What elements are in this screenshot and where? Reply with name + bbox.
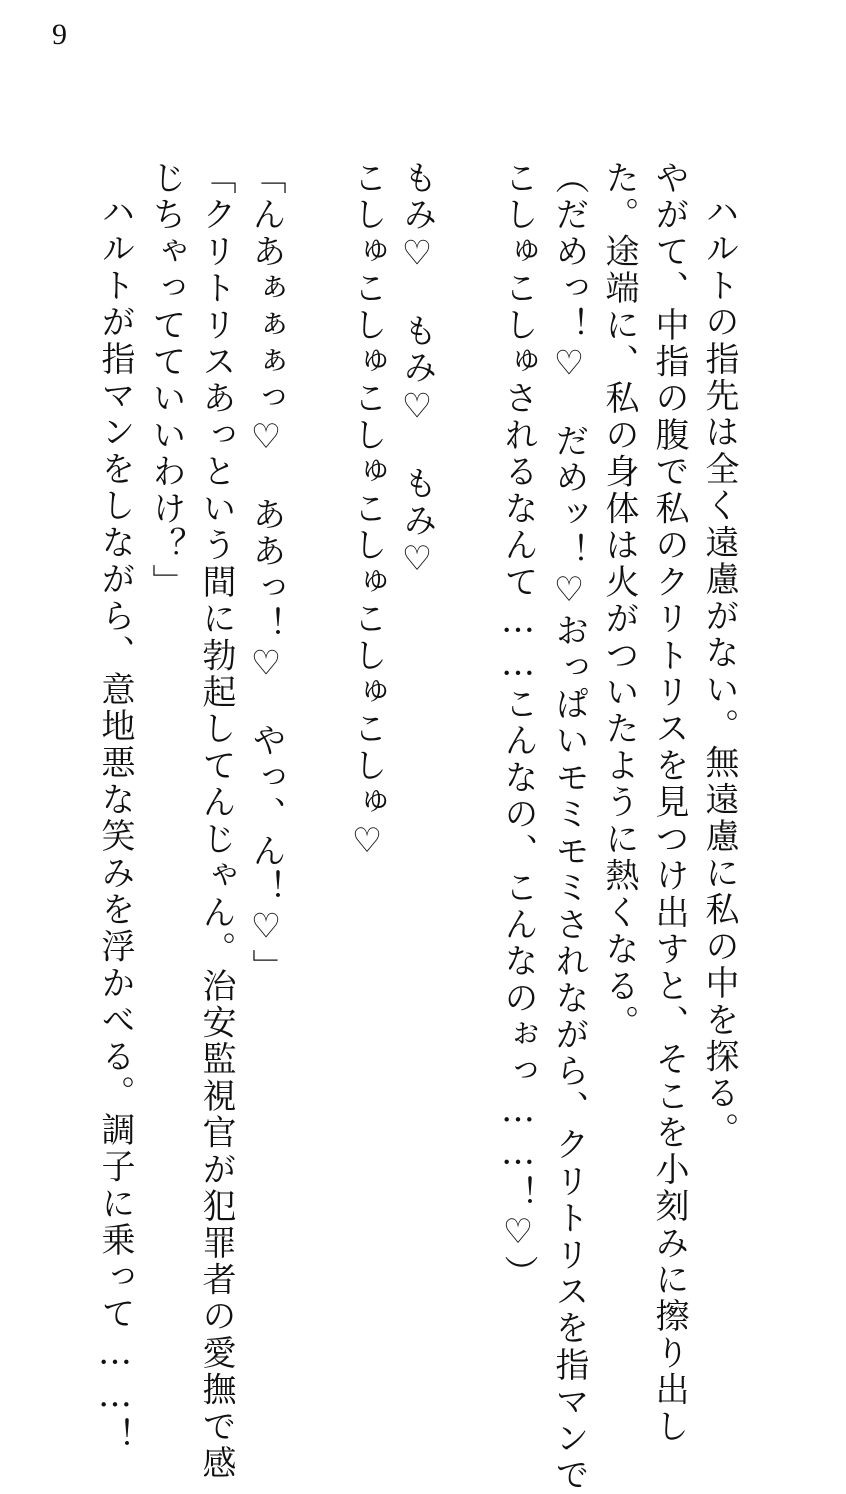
text-column-3: た。途端に、私の身体は火がついたように熱くなる。	[599, 160, 639, 1042]
text-column-2: やがて、中指の腹で私のクリトリスを見つけ出すと、そこを小刻みに擦り出し	[649, 160, 689, 1446]
text-column-11: 「クリトリスあっという間に勃起してんじゃん。治安監視官が犯罪者の愛撫で感	[196, 160, 236, 1482]
text-column-7: もみ♡ もみ♡ もみ♡	[397, 160, 437, 582]
text-column-8: こしゅこしゅこしゅこしゅこしゅこしゅ♡	[347, 160, 387, 864]
text-column-13: ハルトが指マンをしながら、意地悪な笑みを浮かべる。調子に乗って……！	[95, 194, 135, 1455]
text-column-4: （だめっ！♡ だめッ！♡おっぱいモミモミされながら、クリトリスを指マンで	[549, 160, 589, 1494]
text-column-5: こしゅこしゅされるなんて……こんなの、こんなのぉっ……！♡）	[498, 160, 538, 1292]
page-number: 9	[52, 18, 67, 51]
vertical-text-body	[95, 160, 739, 1494]
text-column-10: 「んあぁぁぁっ♡ ああっ！♡ やっ、ん！♡」	[246, 160, 286, 986]
text-column-1: ハルトの指先は全く遠慮がない。無遠慮に私の中を探る。	[699, 194, 739, 1149]
text-column-12: じちゃってていいわけ？」	[146, 160, 186, 601]
